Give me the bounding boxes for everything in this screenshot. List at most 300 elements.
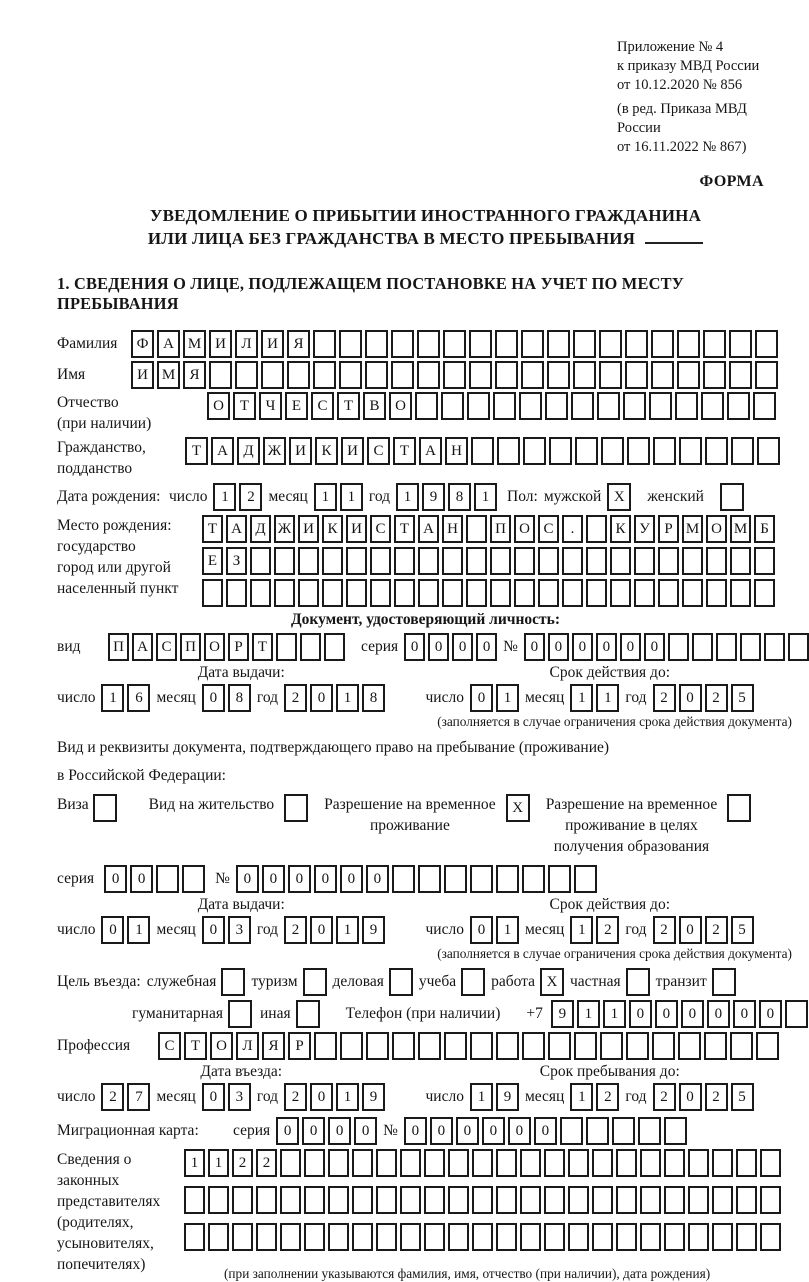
char-cell[interactable]: 1 — [577, 1000, 600, 1028]
char-cell[interactable] — [495, 330, 518, 358]
char-cell[interactable]: А — [157, 330, 180, 358]
char-cell[interactable] — [261, 361, 284, 389]
char-cell[interactable]: М — [157, 361, 180, 389]
char-cell[interactable]: 2 — [653, 684, 676, 712]
char-cell[interactable]: 0 — [404, 633, 425, 661]
char-cell[interactable] — [703, 361, 726, 389]
char-cell[interactable]: О — [207, 392, 230, 420]
char-cell[interactable] — [520, 1186, 541, 1214]
char-cell[interactable] — [444, 1032, 467, 1060]
char-cell[interactable] — [729, 330, 752, 358]
char-cell[interactable]: 0 — [456, 1117, 479, 1145]
char-cell[interactable]: М — [183, 330, 206, 358]
char-cell[interactable]: 0 — [202, 684, 225, 712]
char-cell[interactable] — [339, 330, 362, 358]
char-cell[interactable]: 2 — [101, 1083, 124, 1111]
char-cell[interactable] — [418, 579, 439, 607]
char-cell[interactable]: 1 — [570, 916, 593, 944]
purpose-study-checkbox[interactable] — [461, 968, 485, 996]
char-cell[interactable]: Т — [394, 515, 415, 543]
char-cell[interactable]: 0 — [452, 633, 473, 661]
purpose-official-checkbox[interactable] — [221, 968, 245, 996]
char-cell[interactable]: 2 — [653, 916, 676, 944]
char-cell[interactable] — [418, 865, 441, 893]
char-cell[interactable] — [376, 1223, 397, 1251]
char-cell[interactable]: 2 — [239, 483, 262, 511]
char-cell[interactable] — [562, 547, 583, 575]
char-cell[interactable] — [626, 1032, 649, 1060]
char-cell[interactable] — [339, 361, 362, 389]
char-cell[interactable] — [514, 547, 535, 575]
purpose-tourism-checkbox[interactable] — [303, 968, 327, 996]
char-cell[interactable]: И — [341, 437, 364, 465]
char-cell[interactable] — [544, 1149, 565, 1177]
purpose-work-checkbox[interactable]: X — [540, 968, 564, 996]
char-cell[interactable]: О — [210, 1032, 233, 1060]
char-cell[interactable]: 0 — [707, 1000, 730, 1028]
char-cell[interactable]: 1 — [474, 483, 497, 511]
char-cell[interactable] — [573, 361, 596, 389]
char-cell[interactable] — [232, 1186, 253, 1214]
char-cell[interactable] — [568, 1149, 589, 1177]
char-cell[interactable] — [313, 361, 336, 389]
char-cell[interactable] — [634, 579, 655, 607]
char-cell[interactable]: П — [180, 633, 201, 661]
char-cell[interactable]: 0 — [430, 1117, 453, 1145]
char-cell[interactable] — [328, 1149, 349, 1177]
char-cell[interactable]: И — [209, 330, 232, 358]
char-cell[interactable] — [521, 361, 544, 389]
char-cell[interactable] — [490, 547, 511, 575]
char-cell[interactable]: 9 — [551, 1000, 574, 1028]
char-cell[interactable]: Л — [235, 330, 258, 358]
char-cell[interactable]: 1 — [603, 1000, 626, 1028]
char-cell[interactable]: 1 — [184, 1149, 205, 1177]
char-cell[interactable] — [544, 1186, 565, 1214]
char-cell[interactable]: 8 — [228, 684, 251, 712]
char-cell[interactable] — [304, 1186, 325, 1214]
char-cell[interactable]: С — [158, 1032, 181, 1060]
char-cell[interactable] — [370, 547, 391, 575]
char-cell[interactable]: В — [363, 392, 386, 420]
char-cell[interactable]: 1 — [570, 684, 593, 712]
char-cell[interactable] — [324, 633, 345, 661]
char-cell[interactable]: 0 — [404, 1117, 427, 1145]
char-cell[interactable] — [448, 1149, 469, 1177]
char-cell[interactable] — [703, 330, 726, 358]
char-cell[interactable] — [658, 579, 679, 607]
char-cell[interactable]: К — [315, 437, 338, 465]
char-cell[interactable]: У — [634, 515, 655, 543]
char-cell[interactable] — [756, 1032, 779, 1060]
char-cell[interactable]: Я — [183, 361, 206, 389]
char-cell[interactable]: И — [346, 515, 367, 543]
char-cell[interactable] — [415, 392, 438, 420]
char-cell[interactable] — [562, 579, 583, 607]
char-cell[interactable] — [640, 1186, 661, 1214]
char-cell[interactable]: Р — [658, 515, 679, 543]
char-cell[interactable] — [547, 330, 570, 358]
char-cell[interactable]: 1 — [213, 483, 236, 511]
char-cell[interactable]: 1 — [314, 483, 337, 511]
char-cell[interactable]: 0 — [130, 865, 153, 893]
char-cell[interactable]: 0 — [548, 633, 569, 661]
char-cell[interactable]: Ж — [274, 515, 295, 543]
char-cell[interactable] — [424, 1149, 445, 1177]
char-cell[interactable] — [274, 547, 295, 575]
char-cell[interactable] — [521, 330, 544, 358]
char-cell[interactable] — [280, 1223, 301, 1251]
char-cell[interactable] — [788, 633, 809, 661]
char-cell[interactable]: 2 — [705, 1083, 728, 1111]
char-cell[interactable]: О — [514, 515, 535, 543]
char-cell[interactable]: 2 — [705, 684, 728, 712]
char-cell[interactable] — [444, 865, 467, 893]
char-cell[interactable] — [471, 437, 494, 465]
char-cell[interactable] — [760, 1149, 781, 1177]
char-cell[interactable]: С — [538, 515, 559, 543]
char-cell[interactable] — [601, 437, 624, 465]
sex-female-checkbox[interactable] — [720, 483, 744, 511]
char-cell[interactable]: 5 — [731, 1083, 754, 1111]
char-cell[interactable] — [352, 1149, 373, 1177]
char-cell[interactable] — [625, 330, 648, 358]
char-cell[interactable] — [616, 1149, 637, 1177]
char-cell[interactable] — [649, 392, 672, 420]
char-cell[interactable] — [250, 547, 271, 575]
char-cell[interactable] — [391, 330, 414, 358]
char-cell[interactable] — [548, 1032, 571, 1060]
char-cell[interactable]: 0 — [236, 865, 259, 893]
char-cell[interactable]: 0 — [310, 1083, 333, 1111]
char-cell[interactable]: 0 — [202, 916, 225, 944]
char-cell[interactable]: М — [682, 515, 703, 543]
char-cell[interactable]: 0 — [508, 1117, 531, 1145]
purpose-transit-checkbox[interactable] — [712, 968, 736, 996]
char-cell[interactable] — [586, 1117, 609, 1145]
char-cell[interactable] — [250, 579, 271, 607]
char-cell[interactable] — [346, 547, 367, 575]
char-cell[interactable]: А — [226, 515, 247, 543]
char-cell[interactable]: 9 — [362, 1083, 385, 1111]
char-cell[interactable] — [256, 1186, 277, 1214]
char-cell[interactable]: 1 — [570, 1083, 593, 1111]
char-cell[interactable] — [470, 865, 493, 893]
char-cell[interactable] — [469, 330, 492, 358]
char-cell[interactable]: А — [419, 437, 442, 465]
char-cell[interactable]: 0 — [366, 865, 389, 893]
char-cell[interactable] — [712, 1149, 733, 1177]
char-cell[interactable]: 0 — [620, 633, 641, 661]
char-cell[interactable]: Ф — [131, 330, 154, 358]
char-cell[interactable]: 0 — [354, 1117, 377, 1145]
char-cell[interactable] — [472, 1186, 493, 1214]
char-cell[interactable] — [640, 1223, 661, 1251]
char-cell[interactable] — [184, 1186, 205, 1214]
char-cell[interactable]: 0 — [476, 633, 497, 661]
char-cell[interactable] — [599, 330, 622, 358]
char-cell[interactable] — [586, 547, 607, 575]
char-cell[interactable] — [346, 579, 367, 607]
char-cell[interactable]: 9 — [362, 916, 385, 944]
char-cell[interactable] — [664, 1117, 687, 1145]
purpose-business-checkbox[interactable] — [389, 968, 413, 996]
char-cell[interactable]: 2 — [284, 684, 307, 712]
char-cell[interactable] — [616, 1223, 637, 1251]
char-cell[interactable] — [568, 1186, 589, 1214]
char-cell[interactable]: 6 — [127, 684, 150, 712]
char-cell[interactable] — [209, 361, 232, 389]
char-cell[interactable] — [232, 1223, 253, 1251]
char-cell[interactable]: Б — [754, 515, 775, 543]
char-cell[interactable] — [545, 392, 568, 420]
char-cell[interactable] — [448, 1223, 469, 1251]
char-cell[interactable] — [208, 1186, 229, 1214]
char-cell[interactable] — [400, 1149, 421, 1177]
char-cell[interactable] — [287, 361, 310, 389]
char-cell[interactable] — [340, 1032, 363, 1060]
char-cell[interactable] — [466, 515, 487, 543]
char-cell[interactable]: 0 — [288, 865, 311, 893]
char-cell[interactable] — [675, 392, 698, 420]
char-cell[interactable] — [638, 1117, 661, 1145]
char-cell[interactable] — [202, 579, 223, 607]
char-cell[interactable] — [400, 1186, 421, 1214]
char-cell[interactable]: 0 — [482, 1117, 505, 1145]
char-cell[interactable]: 0 — [470, 684, 493, 712]
char-cell[interactable] — [472, 1223, 493, 1251]
char-cell[interactable] — [664, 1186, 685, 1214]
char-cell[interactable]: 2 — [232, 1149, 253, 1177]
char-cell[interactable] — [623, 392, 646, 420]
char-cell[interactable] — [760, 1223, 781, 1251]
char-cell[interactable] — [610, 579, 631, 607]
char-cell[interactable]: 0 — [101, 916, 124, 944]
char-cell[interactable] — [322, 547, 343, 575]
char-cell[interactable] — [314, 1032, 337, 1060]
char-cell[interactable]: Я — [262, 1032, 285, 1060]
char-cell[interactable]: П — [490, 515, 511, 543]
char-cell[interactable] — [376, 1149, 397, 1177]
char-cell[interactable]: П — [108, 633, 129, 661]
char-cell[interactable] — [597, 392, 620, 420]
char-cell[interactable] — [560, 1117, 583, 1145]
char-cell[interactable]: Е — [202, 547, 223, 575]
char-cell[interactable] — [688, 1186, 709, 1214]
char-cell[interactable]: 7 — [127, 1083, 150, 1111]
char-cell[interactable] — [785, 1000, 808, 1028]
char-cell[interactable]: Т — [337, 392, 360, 420]
char-cell[interactable] — [664, 1223, 685, 1251]
char-cell[interactable] — [182, 865, 205, 893]
char-cell[interactable] — [417, 330, 440, 358]
char-cell[interactable]: 1 — [336, 684, 359, 712]
char-cell[interactable] — [712, 1186, 733, 1214]
char-cell[interactable]: И — [289, 437, 312, 465]
char-cell[interactable] — [754, 547, 775, 575]
char-cell[interactable] — [627, 437, 650, 465]
char-cell[interactable]: О — [706, 515, 727, 543]
char-cell[interactable]: 9 — [496, 1083, 519, 1111]
char-cell[interactable]: 0 — [596, 633, 617, 661]
char-cell[interactable]: 0 — [262, 865, 285, 893]
char-cell[interactable] — [496, 1032, 519, 1060]
char-cell[interactable]: Ч — [259, 392, 282, 420]
char-cell[interactable] — [586, 515, 607, 543]
char-cell[interactable]: 0 — [681, 1000, 704, 1028]
char-cell[interactable] — [612, 1117, 635, 1145]
char-cell[interactable] — [391, 361, 414, 389]
char-cell[interactable]: К — [610, 515, 631, 543]
char-cell[interactable]: С — [156, 633, 177, 661]
char-cell[interactable] — [400, 1223, 421, 1251]
char-cell[interactable] — [522, 865, 545, 893]
char-cell[interactable] — [706, 579, 727, 607]
char-cell[interactable]: 1 — [340, 483, 363, 511]
char-cell[interactable] — [519, 392, 542, 420]
char-cell[interactable] — [520, 1149, 541, 1177]
char-cell[interactable] — [592, 1186, 613, 1214]
char-cell[interactable] — [441, 392, 464, 420]
char-cell[interactable] — [496, 1223, 517, 1251]
char-cell[interactable] — [730, 1032, 753, 1060]
char-cell[interactable]: 2 — [653, 1083, 676, 1111]
char-cell[interactable]: И — [131, 361, 154, 389]
char-cell[interactable] — [442, 547, 463, 575]
char-cell[interactable] — [616, 1186, 637, 1214]
char-cell[interactable]: Т — [202, 515, 223, 543]
char-cell[interactable] — [313, 330, 336, 358]
char-cell[interactable]: Т — [252, 633, 273, 661]
char-cell[interactable]: 0 — [276, 1117, 299, 1145]
char-cell[interactable] — [760, 1186, 781, 1214]
char-cell[interactable] — [298, 579, 319, 607]
char-cell[interactable] — [586, 579, 607, 607]
char-cell[interactable] — [376, 1186, 397, 1214]
char-cell[interactable]: 2 — [596, 916, 619, 944]
char-cell[interactable] — [688, 1223, 709, 1251]
char-cell[interactable] — [538, 579, 559, 607]
char-cell[interactable]: 2 — [284, 916, 307, 944]
char-cell[interactable] — [523, 437, 546, 465]
char-cell[interactable] — [470, 1032, 493, 1060]
char-cell[interactable] — [701, 392, 724, 420]
char-cell[interactable]: Н — [445, 437, 468, 465]
char-cell[interactable]: 2 — [705, 916, 728, 944]
char-cell[interactable]: Ж — [263, 437, 286, 465]
char-cell[interactable]: 0 — [572, 633, 593, 661]
char-cell[interactable]: . — [562, 515, 583, 543]
char-cell[interactable] — [472, 1149, 493, 1177]
char-cell[interactable]: Д — [250, 515, 271, 543]
char-cell[interactable] — [573, 330, 596, 358]
char-cell[interactable] — [392, 1032, 415, 1060]
char-cell[interactable] — [208, 1223, 229, 1251]
char-cell[interactable] — [600, 1032, 623, 1060]
char-cell[interactable] — [705, 437, 728, 465]
char-cell[interactable]: 2 — [596, 1083, 619, 1111]
char-cell[interactable] — [706, 547, 727, 575]
char-cell[interactable] — [466, 547, 487, 575]
char-cell[interactable] — [755, 361, 778, 389]
char-cell[interactable]: 0 — [655, 1000, 678, 1028]
char-cell[interactable] — [547, 361, 570, 389]
char-cell[interactable] — [653, 437, 676, 465]
char-cell[interactable] — [574, 1032, 597, 1060]
char-cell[interactable]: 0 — [314, 865, 337, 893]
char-cell[interactable]: 1 — [336, 1083, 359, 1111]
char-cell[interactable] — [520, 1223, 541, 1251]
char-cell[interactable]: Л — [236, 1032, 259, 1060]
char-cell[interactable] — [610, 547, 631, 575]
char-cell[interactable] — [764, 633, 785, 661]
char-cell[interactable] — [549, 437, 572, 465]
char-cell[interactable]: 5 — [731, 916, 754, 944]
char-cell[interactable] — [538, 547, 559, 575]
char-cell[interactable] — [740, 633, 761, 661]
char-cell[interactable]: 0 — [202, 1083, 225, 1111]
char-cell[interactable]: Д — [237, 437, 260, 465]
char-cell[interactable]: 1 — [101, 684, 124, 712]
char-cell[interactable] — [298, 547, 319, 575]
char-cell[interactable] — [727, 392, 750, 420]
char-cell[interactable] — [548, 865, 571, 893]
char-cell[interactable]: Т — [233, 392, 256, 420]
char-cell[interactable] — [352, 1186, 373, 1214]
sex-male-checkbox[interactable]: X — [607, 483, 631, 511]
char-cell[interactable] — [394, 547, 415, 575]
char-cell[interactable] — [226, 579, 247, 607]
char-cell[interactable] — [634, 547, 655, 575]
char-cell[interactable] — [592, 1223, 613, 1251]
char-cell[interactable] — [370, 579, 391, 607]
char-cell[interactable]: 0 — [310, 684, 333, 712]
char-cell[interactable]: О — [389, 392, 412, 420]
char-cell[interactable]: 9 — [422, 483, 445, 511]
char-cell[interactable] — [678, 1032, 701, 1060]
char-cell[interactable]: А — [418, 515, 439, 543]
char-cell[interactable] — [736, 1186, 757, 1214]
char-cell[interactable] — [466, 579, 487, 607]
char-cell[interactable] — [658, 547, 679, 575]
char-cell[interactable] — [522, 1032, 545, 1060]
char-cell[interactable] — [394, 579, 415, 607]
char-cell[interactable]: 8 — [448, 483, 471, 511]
char-cell[interactable]: 0 — [733, 1000, 756, 1028]
char-cell[interactable] — [677, 361, 700, 389]
char-cell[interactable] — [575, 437, 598, 465]
char-cell[interactable] — [256, 1223, 277, 1251]
char-cell[interactable] — [490, 579, 511, 607]
char-cell[interactable]: Е — [285, 392, 308, 420]
char-cell[interactable] — [469, 361, 492, 389]
char-cell[interactable]: 0 — [428, 633, 449, 661]
char-cell[interactable]: 0 — [470, 916, 493, 944]
char-cell[interactable] — [730, 547, 751, 575]
char-cell[interactable] — [328, 1186, 349, 1214]
char-cell[interactable] — [443, 361, 466, 389]
char-cell[interactable] — [156, 865, 179, 893]
visa-checkbox[interactable] — [93, 794, 117, 822]
char-cell[interactable] — [392, 865, 415, 893]
char-cell[interactable]: Т — [393, 437, 416, 465]
purpose-other-checkbox[interactable] — [296, 1000, 320, 1028]
char-cell[interactable] — [664, 1149, 685, 1177]
char-cell[interactable]: 1 — [596, 684, 619, 712]
char-cell[interactable]: 0 — [629, 1000, 652, 1028]
temp-residence-checkbox[interactable]: X — [506, 794, 530, 822]
char-cell[interactable] — [366, 1032, 389, 1060]
